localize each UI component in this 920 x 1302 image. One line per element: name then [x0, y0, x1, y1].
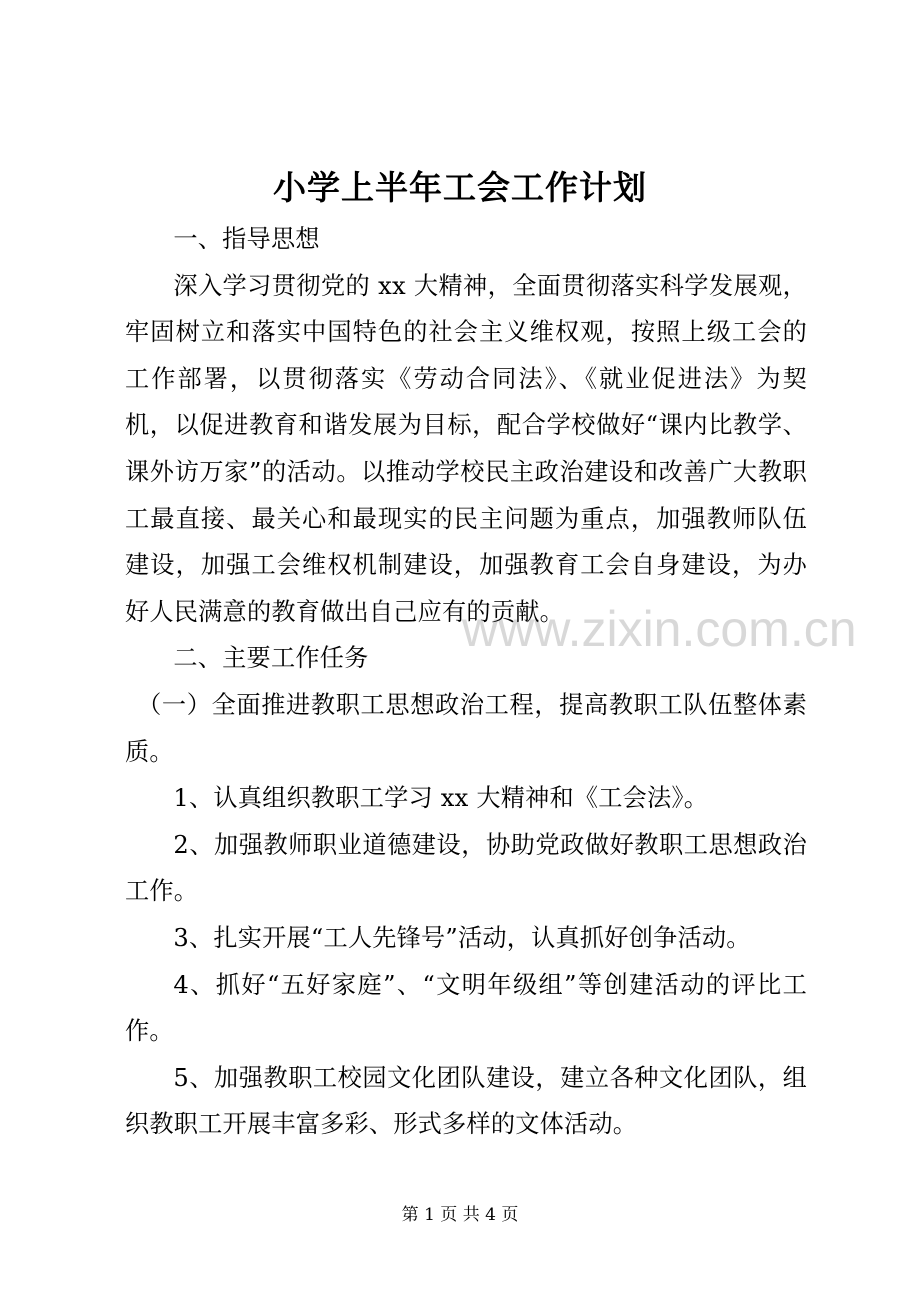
list-item: 1、认真组织教职工学习 xx 大精神和《工会法》。 [173, 784, 709, 813]
watermark: www.zixin.com.cn [462, 601, 857, 657]
list-item: 4、抓好“五好家庭”、“文明年级组”等创建活动的评比工作。 [125, 970, 807, 1046]
list-item: 5、加强教职工校园文化团队建设，建立各种文化团队，组织教职工开展丰富多彩、形式多样的文体活动。 [125, 1063, 807, 1139]
list-item: 3、扎实开展“工人先锋号”活动，认真抓好创争活动。 [173, 923, 751, 952]
paragraph: 深入学习贯彻党的 xx 大精神，全面贯彻落实科学发展观，牢固树立和落实中国特色的社会主义维权观，按照上级工会的工作部署，以贯彻落实《劳动合同法》、《就业促进法》为契机，以促进教育和谐发展为目标，配合学校做好“课内比教学、课外访万家”的活动。以推动学校民主政治建设和改善广大教职工最直接、最关心和最现实的民主问题为重点，加强教师队伍建设，加强工会维权机制建设，加强教育工会自身建设，为办好人民满意的教育做出自己应有的贡献。 [125, 271, 807, 626]
document-title: 小学上半年工会工作计划 [273, 168, 647, 207]
section-heading: 二、主要工作任务 [173, 644, 369, 673]
section-heading: 一、指导思想 [173, 225, 320, 253]
page-footer: 第 1 页 共 4 页 [401, 1205, 519, 1225]
list-item: 2、加强教师职业道德建设，协助党政做好教职工思想政治工作。 [125, 830, 807, 906]
subsection-heading: （一）全面推进教职工思想政治工程，提高教职工队伍整体素质。 [125, 690, 807, 766]
document-body [125, 216, 807, 1148]
